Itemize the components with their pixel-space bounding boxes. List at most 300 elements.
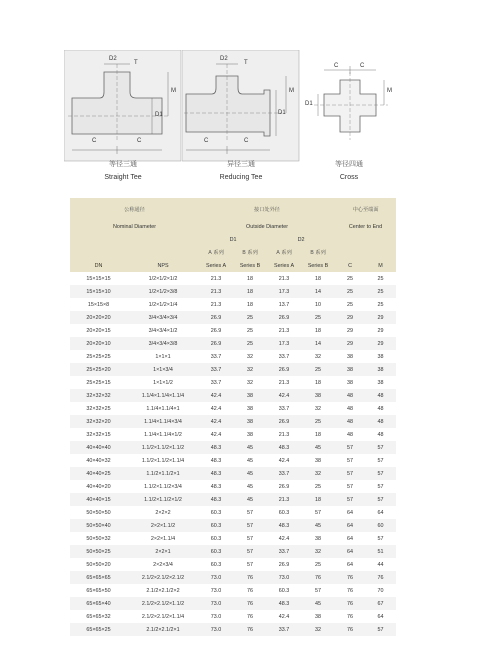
table-row [70, 610, 396, 623]
cell-d1-b: 32 [233, 363, 267, 376]
cell-nps: 2×2×1.1/2 [127, 519, 199, 532]
header-blank-2 [335, 233, 396, 246]
cell-nps: 1.1/4×1.1/4×1.1/4 [127, 389, 199, 402]
cell-d2-b: 32 [301, 545, 335, 558]
cell-d2-b: 14 [301, 337, 335, 350]
cell-d1-b: 76 [247, 587, 254, 594]
cell-m: 57 [365, 493, 396, 506]
cell-c: 38 [347, 379, 354, 386]
cell-m: 51 [365, 545, 396, 558]
cell-d1-b: 57 [247, 535, 254, 542]
table-row [70, 571, 396, 584]
table-row [70, 558, 396, 571]
cell-d2-a: 42.4 [278, 613, 290, 620]
cell-m: 38 [365, 363, 396, 376]
table-row [70, 623, 396, 636]
cell-c: 25 [335, 285, 365, 298]
table-row [70, 506, 396, 519]
cell-m: 48 [377, 405, 384, 412]
header-nominal-en: Nominal Diameter [70, 220, 199, 233]
cross-caption-en: Cross [339, 174, 359, 181]
straight-tee-label-c-left: C [92, 138, 97, 144]
cell-c: 64 [335, 545, 365, 558]
cell-dn: 65×65×65 [70, 571, 127, 584]
cell-m: 67 [365, 597, 396, 610]
cell-d2-b: 25 [301, 363, 335, 376]
cell-m: 57 [377, 483, 384, 490]
cell-d2-a: 21.3 [278, 379, 290, 386]
cell-nps: 1.1/2×1.1/2×1/2 [127, 493, 199, 506]
figure-reducing-tee [182, 50, 300, 162]
cell-dn: 65×65×50 [86, 587, 111, 594]
figures-area [0, 0, 480, 190]
cell-d1-b: 45 [233, 493, 267, 506]
cell-nps: 1/2×1/2×1/4 [148, 301, 178, 308]
cell-d1-b: 76 [233, 597, 267, 610]
cell-d1-a: 21.3 [210, 301, 222, 308]
cell-c: 76 [335, 571, 365, 584]
cell-d1-b: 18 [233, 285, 267, 298]
cell-m: 76 [365, 571, 396, 584]
cell-m: 57 [377, 535, 384, 542]
straight-tee-caption-en: Straight Tee [104, 174, 142, 181]
cross-label-d1: D1 [305, 101, 313, 107]
cell-d1-a: 26.9 [199, 337, 233, 350]
cell-nps: 1.1/4×1.1/4×3/4 [127, 415, 199, 428]
table-row [70, 584, 396, 597]
cell-m: 44 [377, 561, 384, 568]
cell-dn: 25×25×15 [86, 379, 111, 386]
cell-c: 76 [347, 613, 354, 620]
cell-d2-a: 26.9 [278, 483, 290, 490]
cell-d2-b: 18 [315, 327, 322, 334]
cell-dn: 20×20×10 [70, 337, 127, 350]
cell-d2-b: 45 [301, 441, 335, 454]
cell-nps: 1.1/2×1.1/2×1.1/2 [127, 441, 199, 454]
table-row [70, 324, 396, 337]
header-series-a: Series A [199, 259, 233, 272]
cell-d1-b: 38 [247, 431, 254, 438]
cell-dn: 15×15×10 [70, 285, 127, 298]
cell-m: 64 [377, 613, 384, 620]
table-row [70, 480, 396, 493]
straight-tee-caption-cn: 等径三通 [109, 160, 137, 168]
cell-m: 60 [365, 519, 396, 532]
header-c: C [335, 259, 365, 272]
reducing-tee-label-c-right: C [244, 138, 249, 144]
cell-nps: 1.1/4×1.1/4×1 [146, 405, 180, 412]
header-nps: NPS [127, 259, 199, 272]
header-b-series-cn: B 系列 [233, 246, 267, 259]
table-row [70, 337, 396, 350]
cell-nps: 2.1/2×2.1/2×2 [146, 587, 180, 594]
cell-d1-b: 18 [247, 301, 254, 308]
header-d1: D1 [199, 233, 267, 246]
cell-d1-b: 38 [233, 415, 267, 428]
cell-d1-a: 42.4 [199, 389, 233, 402]
cell-d1-a: 60.3 [199, 545, 233, 558]
cell-d2-a: 42.4 [267, 389, 301, 402]
cell-d2-b: 38 [301, 389, 335, 402]
cell-nps: 1/2×1/2×1/2 [148, 275, 178, 282]
straight-tee-drawing [64, 50, 182, 162]
dimension-table [70, 198, 396, 636]
cell-d1-b: 57 [233, 545, 267, 558]
cell-d2-b: 76 [301, 571, 335, 584]
cell-c: 25 [347, 275, 354, 282]
cell-d2-b: 32 [301, 623, 335, 636]
header-od-en: Outside Diameter [199, 220, 335, 233]
cell-d1-a: 42.4 [199, 415, 233, 428]
cell-d1-a: 21.3 [210, 275, 222, 282]
cell-d1-a: 48.3 [199, 493, 233, 506]
straight-tee-label-c-right: C [137, 138, 142, 144]
cell-dn: 65×65×25 [70, 623, 127, 636]
cell-d2-b: 25 [315, 561, 322, 568]
cell-nps: 1×1×1/2 [153, 379, 173, 386]
cell-d1-a: 60.3 [210, 561, 222, 568]
cell-c: 57 [347, 483, 354, 490]
header-blank-6 [365, 246, 396, 259]
cell-d1-b: 45 [233, 441, 267, 454]
header-nominal-cn: 公称通径 [70, 198, 199, 220]
header-od-cn: 接口处外径 [199, 198, 335, 220]
straight-tee-label-t: T [134, 60, 138, 66]
reducing-tee-label-c-left: C [204, 138, 209, 144]
cell-dn: 20×20×15 [86, 327, 111, 334]
table-row [70, 532, 396, 545]
cell-d1-b: 76 [247, 613, 254, 620]
table-row [70, 311, 396, 324]
cell-dn: 15×15×15 [86, 275, 111, 282]
cell-d2-a: 17.3 [267, 285, 301, 298]
cell-d2-b: 32 [301, 467, 335, 480]
header-a-series-cn: A 系列 [199, 246, 233, 259]
cell-d1-b: 45 [247, 483, 254, 490]
table-row [70, 298, 396, 311]
cell-d2-a: 21.3 [278, 327, 290, 334]
cell-m: 29 [365, 311, 396, 324]
cross-label-c-left: C [334, 63, 339, 69]
cell-dn: 50×50×25 [70, 545, 127, 558]
cell-d1-b: 76 [233, 623, 267, 636]
cell-nps: 2×2×3/4 [153, 561, 173, 568]
cell-d1-a: 33.7 [210, 353, 222, 360]
table-header-row-2 [70, 220, 396, 233]
cell-nps: 1.1/2×1.1/2×1 [127, 467, 199, 480]
cell-c: 64 [347, 535, 354, 542]
cell-d2-b: 38 [315, 613, 322, 620]
cell-d1-b: 57 [247, 509, 254, 516]
cell-m: 38 [377, 379, 384, 386]
cell-d2-b: 18 [315, 379, 322, 386]
cell-d1-b: 38 [247, 405, 254, 412]
cell-d1-a: 48.3 [199, 467, 233, 480]
cell-c: 25 [347, 301, 354, 308]
cell-d1-a: 73.0 [210, 613, 222, 620]
cell-d1-a: 21.3 [199, 285, 233, 298]
cell-m: 29 [377, 327, 384, 334]
cell-dn: 32×32×15 [86, 431, 111, 438]
table-row [70, 493, 396, 506]
table-row [70, 402, 396, 415]
cell-dn: 65×65×40 [70, 597, 127, 610]
cell-d1-a: 73.0 [210, 587, 222, 594]
cell-d2-a: 17.3 [267, 337, 301, 350]
reducing-tee-drawing [182, 50, 300, 162]
reducing-tee-label-t: T [244, 60, 248, 66]
header-b2-series-cn: B 系列 [301, 246, 335, 259]
cell-m: 25 [365, 285, 396, 298]
reducing-tee-label-d2: D2 [220, 56, 228, 62]
table-row [70, 285, 396, 298]
straight-tee-label-d1: D1 [155, 112, 163, 118]
cell-d2-b: 45 [301, 597, 335, 610]
cell-c: 76 [335, 623, 365, 636]
cell-dn: 40×40×32 [86, 457, 111, 464]
cell-d2-a: 26.9 [267, 415, 301, 428]
cell-c: 48 [347, 405, 354, 412]
cell-d2-a: 42.4 [278, 457, 290, 464]
cell-d1-a: 60.3 [210, 535, 222, 542]
cell-nps: 2×2×1.1/4 [150, 535, 176, 542]
cell-d2-b: 32 [315, 353, 322, 360]
cell-m: 57 [365, 441, 396, 454]
cell-nps: 1.1/2×1.1/2×3/4 [144, 483, 182, 490]
reducing-tee-caption-cn: 异径三通 [227, 160, 255, 168]
cell-d1-a: 73.0 [199, 571, 233, 584]
cell-c: 29 [335, 311, 365, 324]
cell-d1-a: 48.3 [199, 441, 233, 454]
cell-nps: 2.1/2×2.1/2×1 [127, 623, 199, 636]
cell-d1-b: 25 [233, 311, 267, 324]
cell-d1-b: 32 [247, 353, 254, 360]
cell-nps: 1×1×1 [155, 353, 171, 360]
cross-drawing [300, 50, 418, 162]
cell-d1-a: 33.7 [210, 379, 222, 386]
figure-cross [300, 50, 418, 162]
table-row [70, 597, 396, 610]
cell-m: 25 [377, 275, 384, 282]
cell-d2-a: 13.7 [278, 301, 290, 308]
cell-c: 76 [335, 597, 365, 610]
cell-dn: 50×50×32 [86, 535, 111, 542]
cell-dn: 40×40×20 [86, 483, 111, 490]
cross-label-c-right: C [360, 63, 365, 69]
table-row [70, 467, 396, 480]
cell-c: 29 [347, 327, 354, 334]
cell-c: 57 [335, 493, 365, 506]
cell-m: 29 [365, 337, 396, 350]
cell-nps: 3/4×3/4×1/2 [148, 327, 178, 334]
cell-dn: 32×32×32 [70, 389, 127, 402]
cell-d1-b: 32 [247, 379, 254, 386]
header-series-b2: Series B [301, 259, 335, 272]
reducing-tee-caption-en: Reducing Tee [219, 174, 263, 181]
cell-m: 70 [377, 587, 384, 594]
cell-d2-a: 26.9 [267, 311, 301, 324]
cell-c: 38 [335, 363, 365, 376]
cell-d1-b: 25 [233, 337, 267, 350]
cell-m: 48 [365, 389, 396, 402]
table-header-row-5 [70, 259, 396, 272]
header-series-a2: Series A [267, 259, 301, 272]
table-row [70, 428, 396, 441]
cross-label-m: M [387, 88, 392, 94]
table-header-row-4 [70, 246, 396, 259]
cell-nps: 3/4×3/4×3/8 [127, 337, 199, 350]
cell-d2-a: 21.3 [278, 275, 290, 282]
cell-m: 38 [377, 353, 384, 360]
cell-dn: 65×65×32 [86, 613, 111, 620]
cell-c: 64 [347, 561, 354, 568]
cell-m: 64 [377, 509, 384, 516]
cell-d2-a: 48.3 [267, 519, 301, 532]
cell-nps: 1.1/2×1.1/2×1.1/4 [141, 457, 185, 464]
cell-d1-b: 45 [247, 457, 254, 464]
cell-d1-b: 25 [247, 327, 254, 334]
cell-d2-b: 18 [301, 493, 335, 506]
cell-c: 76 [347, 587, 354, 594]
cell-nps: 1.1/4×1.1/4×1/2 [144, 431, 182, 438]
cell-m: 57 [365, 623, 396, 636]
reducing-tee-label-d1: D1 [278, 110, 286, 116]
cell-d2-a: 73.0 [267, 571, 301, 584]
cell-dn: 20×20×20 [70, 311, 127, 324]
table-row [70, 519, 396, 532]
cell-dn: 40×40×25 [70, 467, 127, 480]
cell-c: 57 [347, 457, 354, 464]
figure-straight-tee [64, 50, 182, 162]
cell-nps: 2.1/2×2.1/2×1.1/2 [127, 597, 199, 610]
header-ce-en: Center to End [335, 220, 396, 233]
cell-d2-b: 25 [315, 483, 322, 490]
cell-d2-b: 32 [315, 405, 322, 412]
cell-d1-a: 42.4 [210, 431, 222, 438]
header-blank-5 [335, 246, 365, 259]
table-row [70, 363, 396, 376]
cell-d2-a: 26.9 [267, 363, 301, 376]
cell-d2-b: 38 [315, 535, 322, 542]
cell-d2-a: 26.9 [278, 561, 290, 568]
cell-d2-a: 33.7 [278, 353, 290, 360]
cell-dn: 40×40×40 [70, 441, 127, 454]
cell-d1-b: 57 [247, 561, 254, 568]
cell-nps: 2×2×1 [127, 545, 199, 558]
cell-d1-b: 38 [233, 389, 267, 402]
header-a2-series-cn: A 系列 [267, 246, 301, 259]
table-row [70, 415, 396, 428]
cell-d2-a: 42.4 [278, 535, 290, 542]
table-header-row-1 [70, 198, 396, 220]
cell-d2-b: 38 [315, 457, 322, 464]
cell-dn: 50×50×40 [70, 519, 127, 532]
cell-dn: 50×50×50 [86, 509, 111, 516]
cell-d1-a: 48.3 [210, 457, 222, 464]
table-row [70, 350, 396, 363]
header-dn: DN [70, 259, 127, 272]
cell-m: 48 [377, 431, 384, 438]
cell-d1-a: 73.0 [199, 597, 233, 610]
cell-dn: 15×15×8 [87, 301, 110, 308]
cell-m: 57 [377, 457, 384, 464]
cell-d2-a: 48.3 [267, 441, 301, 454]
straight-tee-label-d2: D2 [109, 56, 117, 62]
cell-d2-a: 33.7 [267, 467, 301, 480]
header-ce-cn: 中心至端面 [335, 198, 396, 220]
cell-d1-b: 57 [233, 519, 267, 532]
header-blank-3 [70, 246, 127, 259]
cell-c: 29 [335, 337, 365, 350]
table-header-row-3 [70, 233, 396, 246]
cell-c: 48 [347, 431, 354, 438]
cell-dn: 40×40×15 [70, 493, 127, 506]
cell-c: 64 [347, 509, 354, 516]
cell-d2-b: 14 [301, 285, 335, 298]
cell-d2-a: 33.7 [267, 623, 301, 636]
cell-d1-a: 73.0 [199, 623, 233, 636]
cell-d1-a: 60.3 [210, 509, 222, 516]
cell-d2-b: 10 [315, 301, 322, 308]
table-row [70, 272, 396, 285]
cell-d2-a: 60.3 [278, 509, 290, 516]
cell-m: 25 [377, 301, 384, 308]
reducing-tee-label-m: M [289, 88, 294, 94]
cell-d1-a: 42.4 [210, 405, 222, 412]
table-row [70, 376, 396, 389]
table-row [70, 389, 396, 402]
header-d2: D2 [267, 233, 335, 246]
cell-d1-a: 26.9 [199, 311, 233, 324]
cross-caption-cn: 等径四通 [335, 160, 363, 168]
cell-d2-a: 60.3 [278, 587, 290, 594]
cell-c: 48 [335, 415, 365, 428]
cell-c: 64 [335, 519, 365, 532]
cell-d1-a: 48.3 [210, 483, 222, 490]
cell-c: 38 [347, 353, 354, 360]
cell-d2-b: 57 [315, 587, 322, 594]
cell-dn: 32×32×20 [70, 415, 127, 428]
cell-nps: 1×1×3/4 [127, 363, 199, 376]
cell-dn: 50×50×20 [86, 561, 111, 568]
table-row [70, 545, 396, 558]
cell-d2-a: 48.3 [267, 597, 301, 610]
cell-d1-a: 60.3 [199, 519, 233, 532]
cell-d2-b: 25 [301, 311, 335, 324]
cell-nps: 2×2×2 [155, 509, 171, 516]
cell-dn: 32×32×25 [86, 405, 111, 412]
cell-nps: 3/4×3/4×3/4 [127, 311, 199, 324]
cell-d1-a: 26.9 [210, 327, 222, 334]
cell-d2-b: 18 [315, 431, 322, 438]
cell-m: 57 [365, 467, 396, 480]
cell-d1-b: 18 [247, 275, 254, 282]
cell-c: 57 [335, 467, 365, 480]
cell-c: 57 [335, 441, 365, 454]
cell-d2-b: 57 [315, 509, 322, 516]
cell-d2-a: 21.3 [278, 431, 290, 438]
cell-nps: 2.1/2×2.1/2×2.1/2 [127, 571, 199, 584]
straight-tee-label-m: M [171, 88, 176, 94]
cell-m: 48 [365, 415, 396, 428]
cell-d2-a: 21.3 [267, 493, 301, 506]
cell-dn: 25×25×25 [86, 353, 111, 360]
cell-d1-a: 33.7 [199, 363, 233, 376]
header-m: M [365, 259, 396, 272]
cell-d2-b: 18 [315, 275, 322, 282]
table-row [70, 441, 396, 454]
header-series-b: Series B [233, 259, 267, 272]
